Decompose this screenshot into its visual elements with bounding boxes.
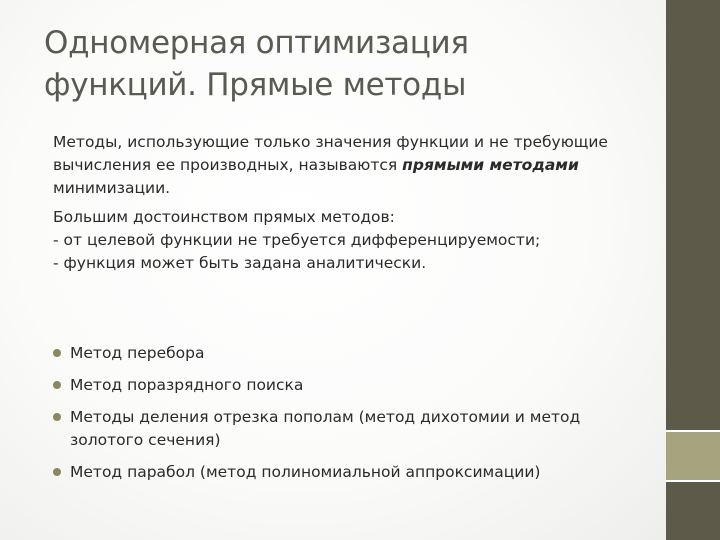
intro-text-end: минимизации. — [53, 179, 171, 197]
bullet-dot-icon — [53, 468, 61, 476]
side-band-light — [666, 432, 720, 480]
advantage-item: - от целевой функции не требуется дифференцируемости; — [53, 231, 541, 249]
method-item — [53, 374, 643, 397]
advantages-heading: Большим достоинством прямых методов: — [53, 208, 395, 226]
bullet-dot-icon — [53, 381, 61, 389]
advantages-list — [53, 229, 643, 275]
method-item — [53, 461, 643, 484]
method-label: Методы деления отрезка пополам (метод дихотомии и метод золотого сечения) — [70, 408, 581, 449]
method-item — [53, 342, 643, 365]
slide-title-line-1: Одномерная оптимизация — [44, 25, 469, 61]
method-item — [53, 406, 643, 452]
method-label: Метод перебора — [70, 344, 205, 362]
method-label: Метод парабол (метод полиномиальной аппроксимации) — [70, 463, 541, 481]
methods-list — [53, 342, 643, 493]
side-band-dark-top — [666, 0, 720, 430]
slide-title-line-2: функций. Прямые методы — [44, 67, 467, 103]
bullet-dot-icon — [53, 413, 61, 421]
advantage-item: - функция может быть задана аналитически. — [53, 254, 427, 272]
side-decoration-panel — [666, 0, 720, 540]
intro-emphasis: прямыми методами — [402, 156, 579, 174]
method-label: Метод поразрядного поиска — [70, 376, 304, 394]
bullet-dot-icon — [53, 349, 61, 357]
intro-paragraph — [53, 131, 643, 200]
intro-text: Методы, использующие только значения функции и не требующие вычисления ее производных, называются — [53, 133, 608, 174]
side-band-dark-bottom — [666, 482, 720, 540]
slide-title — [44, 22, 644, 106]
slide-body — [53, 131, 643, 275]
